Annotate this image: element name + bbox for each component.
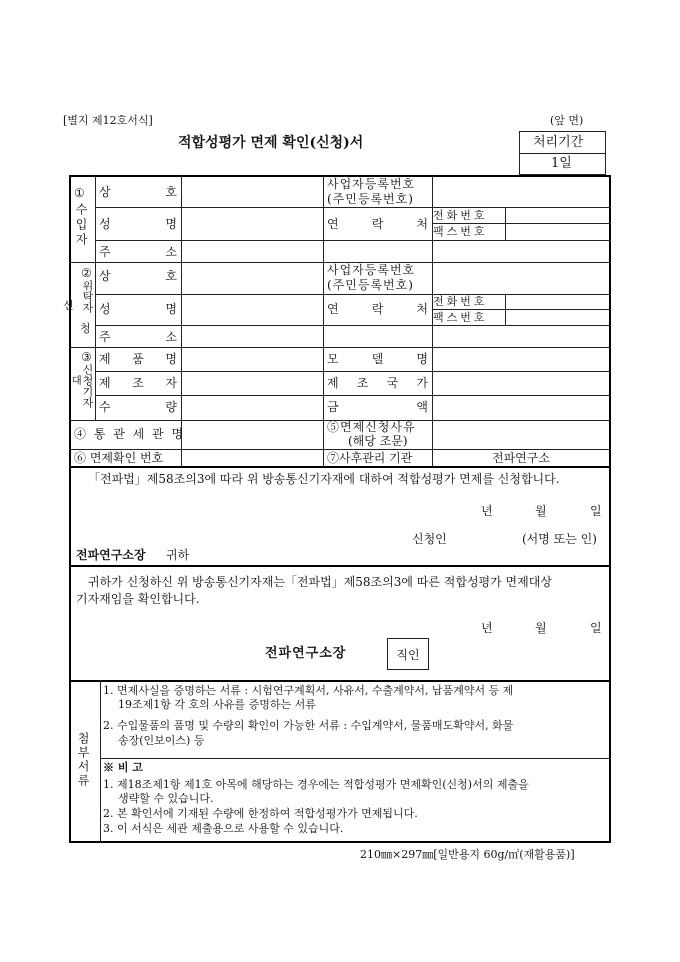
product-name-label: 제 품 명 <box>99 352 177 366</box>
model-name-label: 모 델 명 <box>327 352 428 366</box>
note2: 2. 본 확인서에 기재된 수량에 한정하여 적합성평가가 면제됩니다. <box>103 807 418 820</box>
confirmation-date-month: 월 <box>535 621 547 635</box>
consignor-company-label: 상 호 <box>99 269 177 283</box>
importer-section-label: 수입자 <box>74 203 88 248</box>
amount-label: 금 액 <box>327 400 428 414</box>
applicant-side-label: 신 <box>63 299 74 312</box>
customs-office-label: ④ 통 관 세 관 명 <box>74 427 186 441</box>
equipment-section-number: ③ <box>81 350 92 364</box>
exemption-number-label: ⑥ 면제확인 번호 <box>74 451 164 465</box>
application-statement: 「전파법」제58조의3에 따라 위 방송통신기자재에 대하여 적합성평가 면제를 신청합니다. <box>88 472 560 486</box>
equipment-side-label: 대 <box>72 376 82 387</box>
importer-contact-label: 연 락 처 <box>327 217 428 231</box>
processing-period-value: 1일 <box>551 156 572 171</box>
importer-company-label: 상 호 <box>99 185 177 199</box>
paper-spec: 210㎜×297㎜[일반용지 60g/㎡(재활용품)] <box>360 848 575 861</box>
signature-label: (서명 또는 인) <box>522 532 597 546</box>
importer-address-label: 주 소 <box>99 245 177 259</box>
consignor-bizno-label: 사업자등록번호 <box>327 263 416 277</box>
confirmation-date-year: 년 <box>481 621 493 635</box>
attachment-item1-line1: 1. 면제사실을 증명하는 서류 : 시험연구계획서, 사유서, 수출계약서, 납품계약서 등 제 <box>103 684 514 697</box>
attachment-item1-line2: 19조제1항 각 호의 사유를 증명하는 서류 <box>118 698 316 711</box>
official-seal-box: 직인 <box>387 638 429 670</box>
importer-name-label: 성 명 <box>99 217 177 231</box>
followup-agency-label: ⑦사후관리 기관 <box>327 451 413 465</box>
importer-section-number: ① <box>74 186 85 200</box>
consignor-name-label: 성 명 <box>99 302 177 316</box>
notes-title: ※ 비 고 <box>103 761 143 774</box>
applicant-label: 신청인 <box>412 532 447 546</box>
consignor-phone-label: 전화번호 <box>433 295 488 308</box>
equipment-section-label: 신청기자 <box>81 364 94 408</box>
application-date-day: 일 <box>590 504 602 518</box>
applicant-side-label-2: 청 <box>80 322 91 335</box>
attachments-side-label: 첨부서류 <box>76 732 90 788</box>
consignor-resident-label: (주민등록번호) <box>327 278 414 292</box>
note1-line1: 1. 제18조제1항 제1호 아목에 해당하는 경우에는 적합성평가 면제확인(신청)서의 제출을 <box>103 778 529 791</box>
note1-line2: 생략할 수 있습니다. <box>118 792 214 805</box>
form-number: [별지 제12호서식] <box>63 114 153 127</box>
importer-resident-label: (주민등록번호) <box>327 192 414 206</box>
recipient-name: 전파연구소장 <box>76 548 146 562</box>
importer-phone-label: 전화번호 <box>433 209 488 222</box>
consignor-contact-label: 연 락 처 <box>327 302 428 316</box>
quantity-label: 수 량 <box>99 400 177 414</box>
recipient-suffix: 귀하 <box>166 548 190 562</box>
consignor-fax-label: 팩스번호 <box>433 311 488 324</box>
confirmation-date-day: 일 <box>590 621 602 635</box>
manufacturer-label: 제 조 자 <box>99 376 177 390</box>
application-date-year: 년 <box>481 504 493 518</box>
exemption-reason-label: ⑤면제신청사유 <box>327 420 416 434</box>
application-date-month: 월 <box>535 504 547 518</box>
note3: 3. 이 서식은 세관 제출용으로 사용할 수 있습니다. <box>103 822 344 835</box>
page-title: 적합성평가 면제 확인(신청)서 <box>178 135 364 151</box>
importer-bizno-label: 사업자등록번호 <box>327 177 416 191</box>
confirmation-text-line1: 귀하가 신청하신 위 방송통신기자재는「전파법」제58조의3에 따른 적합성평가 면제대상 <box>88 575 552 589</box>
consignor-section-label: 위탁자 <box>81 280 94 313</box>
manufacture-country-label: 제 조 국 가 <box>327 376 428 390</box>
exemption-reason-sub: (해당 조문) <box>348 434 408 448</box>
director-title: 전파연구소장 <box>265 646 347 661</box>
importer-fax-label: 팩스번호 <box>433 225 488 238</box>
page-side-label: (앞 면) <box>550 114 584 127</box>
attachment-item2-line2: 송장(인보이스) 등 <box>118 734 205 747</box>
confirmation-text-line2: 기자재임을 확인합니다. <box>76 592 200 606</box>
attachment-item2-line1: 2. 수입물품의 품명 및 수량의 확인이 가능한 서류 : 수입계약서, 물품매도확약서, 화물 <box>103 719 514 732</box>
consignor-section-number: ② <box>81 266 92 280</box>
consignor-address-label: 주 소 <box>99 330 177 344</box>
followup-agency-value: 전파연구소 <box>492 451 550 465</box>
processing-period-label: 처리기간 <box>533 135 584 150</box>
